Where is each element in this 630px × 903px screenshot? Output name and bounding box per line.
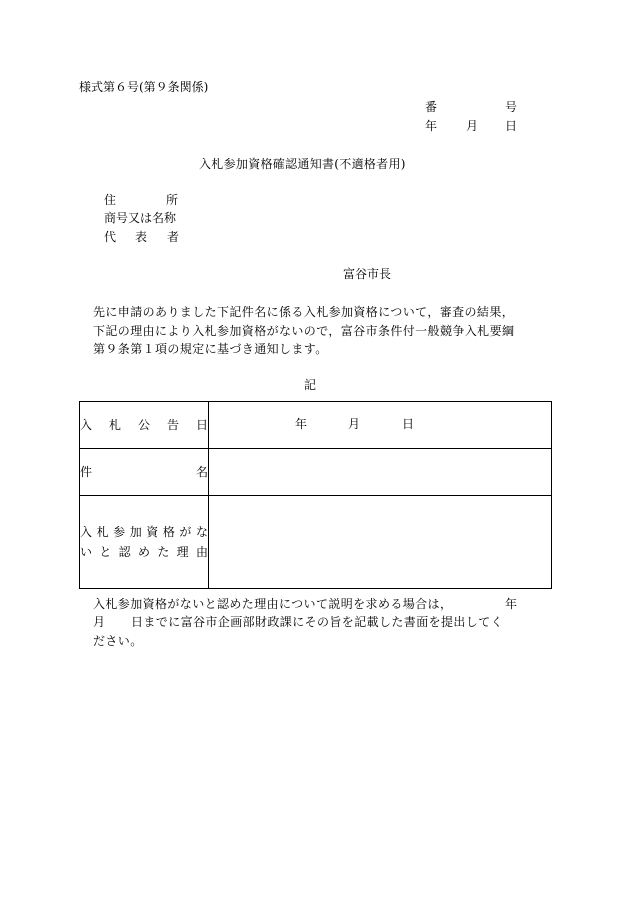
form-number: 様式第６号(第９条関係) [79,80,209,94]
body-line-2: 下記の理由により入札参加資格がないので，富谷市条件付一般競争入札要綱 [93,324,515,338]
table-row-reason [80,496,552,589]
table-date-month: 月 [348,417,361,431]
ki-heading: 記 [304,378,317,392]
note-year: 年 [505,597,518,611]
representative-label-3: 者 [167,230,180,244]
note-line-2: 日までに富谷市企画部財政課にその旨を記載した書面を提出してく [131,615,504,629]
representative-label-2: 表 [135,230,148,244]
table-date-year: 年 [295,417,308,431]
address-label-1: 住 [104,193,117,207]
case-name-label: 件 名 [80,449,209,496]
date-label-day: 日 [505,119,518,133]
note-line-3: ださい。 [93,634,143,648]
number-label-go: 号 [505,100,518,114]
announcement-date-label: 入 札 公 告 日 [80,402,209,449]
reason-label: 入 札 参 加 資 格 が な い と 認 め た 理 由 [80,496,209,589]
announcement-date-field[interactable] [209,402,552,449]
table-row-announcement-date [80,402,552,449]
document-title: 入札参加資格確認通知書(不適格者用) [199,157,406,171]
representative-label-1: 代 [104,230,117,244]
date-label-month: 月 [466,119,479,133]
note-month: 月 [93,615,106,629]
number-label-ban: 番 [425,100,438,114]
address-label-2: 所 [166,193,179,207]
form-table [79,401,552,589]
body-line-1: 先に申請のありました下記件名に係る入札参加資格について，審査の結果， [93,305,515,319]
table-date-day: 日 [402,417,415,431]
reason-field[interactable] [209,496,552,589]
table-row-case-name [80,449,552,496]
date-label-year: 年 [425,119,438,133]
case-name-field[interactable] [209,449,552,496]
body-line-3: 第９条第１項の規定に基づき通知します。 [93,342,328,356]
note-line-1: 入札参加資格がないと認めた理由について説明を求める場合は， [93,597,453,611]
trade-name-label: 商号又は名称 [104,211,177,225]
issuer: 富谷市長 [343,267,392,281]
